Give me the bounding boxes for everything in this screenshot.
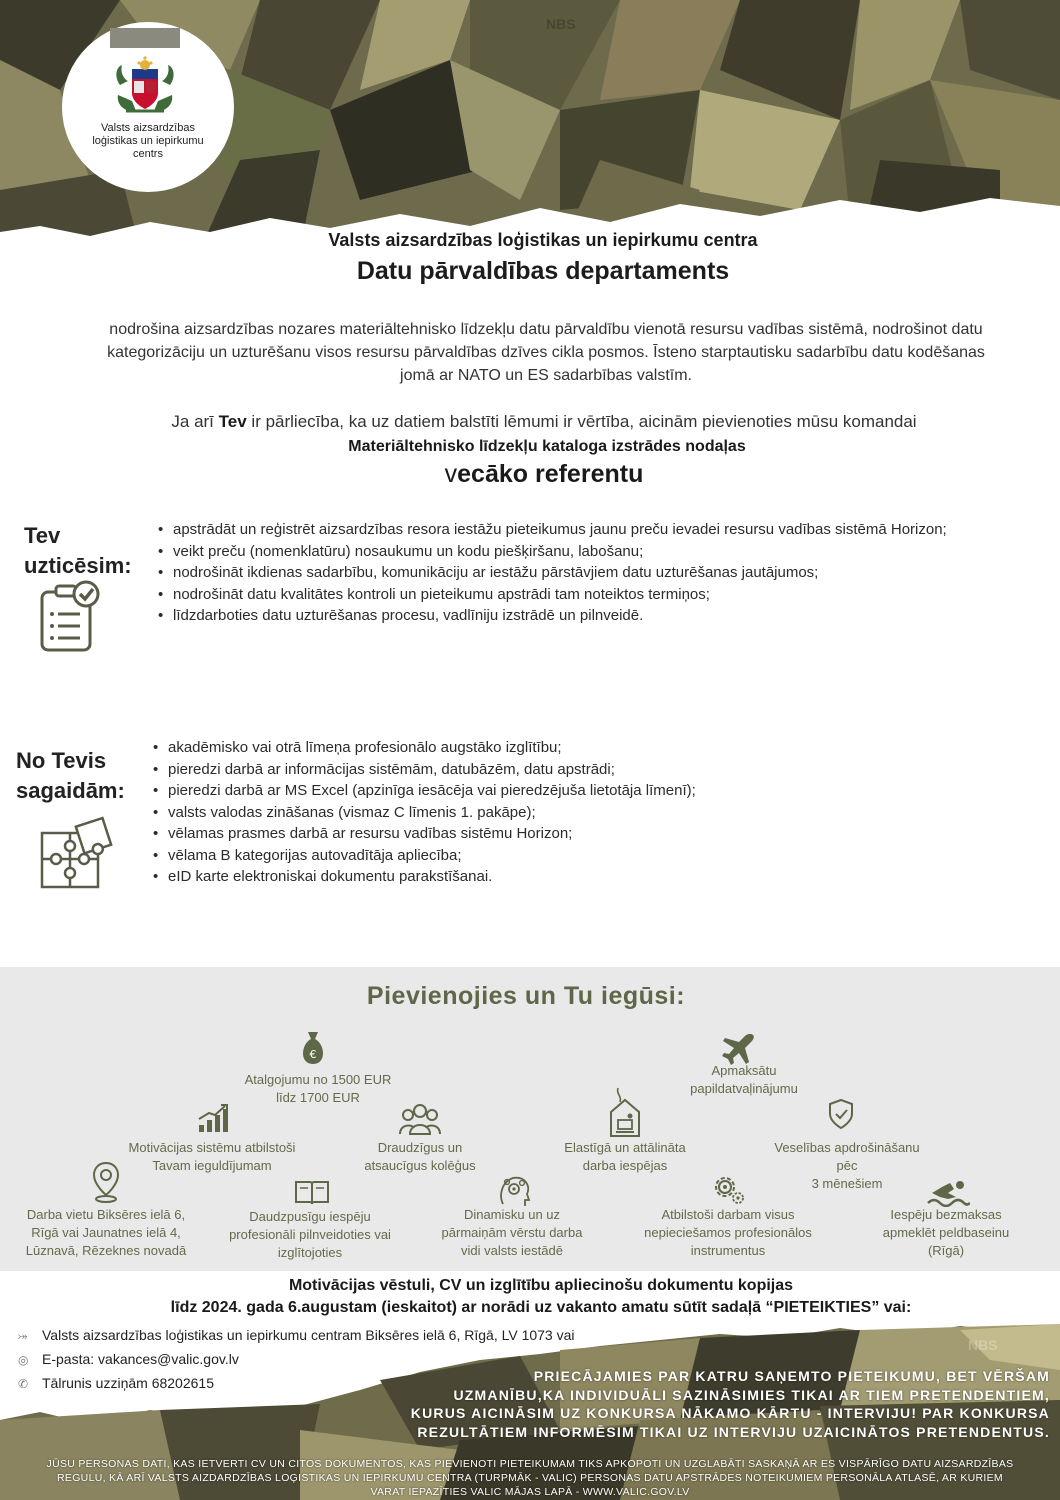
benefit-motivation: Motivācijas sistēmu atbilstoši Tavam ieguldījumam	[128, 1140, 296, 1173]
logo-text: Valsts aizsardzības loģistikas un iepirkumu centrs	[92, 122, 204, 160]
intro-paragraph: nodrošina aizsardzības nozares materiāltehnisko līdzekļu datu pārvaldību vienotā resursu vadības sistēmā, nodrošinot datu kategorizāciju un uzturēšanu visos resursu pārvaldības dzīves cikla posmos. Īsteno starptautisku sadarbību datu kodēšanas jomā ar NATO un ES sadarbības valstīm.	[107, 321, 985, 384]
benefit-colleagues: Draudzīgus un atsaucīgus kolēģus	[364, 1140, 476, 1173]
list-item: • nodrošināt datu kvalitātes kontroli un pieteikumu apstrādi tam noteiktos termiņos;	[158, 584, 998, 606]
list-item: • veikt preču (nomenklatūru) nosaukumu un kodu piešķiršanu, labošanu;	[158, 541, 998, 563]
benefit-health-insurance: Veselības apdrošināšanu pēc 3 mēnešiem	[774, 1140, 920, 1191]
svg-text:NBS: NBS	[968, 1337, 998, 1353]
contact-phone[interactable]: ✆ Tālrunis uzziņām 68202615	[18, 1375, 214, 1391]
applicant-notice: PRIECĀJAMIES PAR KATRU SAŅEMTO PIETEIKUMU, BET VĒRŠAM UZMANĪBU,KA INDIVIDUĀLI SAZINĀSIMIES TIKAI AR TIEM PRETENDENTIEM, KURUS AICINĀSIM UZ KONKURSA NĀKAMO KĀRTU - INTERVIJU! PAR KONKURSA REZULTĀTIEM INFORMĒSIM TIKAI UZ INTERVIJU UZAICINĀTOS PRETENDENTUS.	[410, 1368, 1050, 1440]
department-title: Datu pārvaldības departaments	[356, 257, 730, 285]
mail-arrow-icon: ⤖	[18, 1329, 28, 1343]
list-item: • apstrādāt un reģistrēt aizsardzības resora iestāžu pieteikumus jaunu preču ievadei resursu vadības sistēmā Horizon;	[158, 519, 998, 541]
benefit-extra-leave: Apmaksātu papildatvaļinājumu	[690, 1063, 798, 1096]
duties-list	[158, 519, 998, 627]
svg-text:€: €	[309, 1048, 317, 1061]
benefits-title: Pievienojies un Tu iegūsi:	[366, 982, 686, 1010]
nbs-watermark: NBS	[546, 16, 576, 32]
contact-postal: ⤖ Valsts aizsardzības loģistikas un iepirkumu centram Biksēres ielā 6, Rīgā, LV 1073 vai	[18, 1327, 575, 1343]
money-bag-icon	[297, 1030, 329, 1071]
division-name: Materiāltehnisko līdzekļu kataloga izstrādes nodaļas	[348, 438, 746, 455]
organization-title: Valsts aizsardzības loģistikas un iepirkumu centra	[328, 230, 758, 250]
at-sign-icon: ◎	[18, 1353, 29, 1367]
list-item: • eID karte elektroniskai dokumentu parakstīšanai.	[153, 866, 973, 888]
phone-icon: ✆	[18, 1377, 29, 1391]
latvian-coat-of-arms-icon	[112, 55, 178, 117]
benefit-swimming-pool: Iespēju bezmaksas apmeklēt peldbaseinu (Rīgā)	[882, 1207, 1010, 1258]
position-title: vecāko referentu	[444, 460, 644, 488]
invitation-line: Ja arī Tev ir pārliecība, ka uz datiem balstīti lēmumi ir vērtība, aicinām pievienoties mūsu komandai	[171, 412, 917, 431]
puzzle-icon	[40, 815, 116, 896]
shield-check-icon	[828, 1098, 854, 1135]
apply-instructions-line-2: līdz 2024. gada 6.augustam (ieskaitot) ar norādi uz vakanto amatu sūtīt sadaļā “PIETEIKTIES” vai:	[170, 1299, 912, 1316]
list-item: • pieredzi darbā ar informācijas sistēmām, datubāzēm, datu apstrādi;	[153, 759, 973, 781]
benefit-salary: Atalgojumu no 1500 EUR līdz 1700 EUR	[244, 1072, 392, 1105]
benefit-development: Daudzpusīgu iespēju profesionāli pilnveidoties vai izglītojoties	[229, 1209, 391, 1260]
location-pin-icon	[92, 1161, 120, 1208]
logo-tab	[110, 28, 180, 48]
clipboard-check-icon	[38, 580, 102, 659]
growth-chart-icon	[197, 1103, 229, 1138]
list-item: • nodrošināt ikdienas sadarbību, komunikāciju ar iestāžu pārstāvjiem datu uzturēšanas jautājumos;	[158, 562, 998, 584]
benefit-flexible-work: Elastīgā un attālināta darba iespējas	[564, 1140, 686, 1173]
list-item: • akadēmisko vai otrā līmeņa profesionālo augstāko izglītību;	[153, 737, 973, 759]
home-office-icon	[608, 1086, 642, 1143]
benefit-location: Darba vietu Biksēres ielā 6, Rīgā vai Jaunatnes ielā 4, Lūznavā, Rēzeknes novadā	[25, 1207, 187, 1258]
duties-heading: Tev uzticēsim:	[24, 523, 132, 578]
apply-instructions-line-1: Motivācijas vēstuli, CV un izglītību apliecinošu dokumentu kopijas	[288, 1277, 794, 1294]
requirements-heading: No Tevis sagaidām:	[16, 748, 125, 803]
privacy-statement: JŪSU PERSONAS DATI, KAS IETVERTI CV UN CITOS DOKUMENTOS, KAS PIEVIENOTI PIETEIKUMAM TIKS APKOPOTI UN UZGLABĀTI SASKAŅĀ AR ES VISPĀRĪGO DATU AIZSARDZĪBAS REGULU, KĀ ARĪ VALSTS AIZDARDZĪBAS LOĢISTIKAS UN IEPIRKUMU CENTRA (TURPMĀK - VALIC) PERSONAS DATU APSTRĀDES NOTEIKUMIEM PERSONĀLA ATLASĒ, AR KURIEM VARAT IEPAZĪTIES VALIC MĀJAS LAPĀ - WWW.VALIC.GOV.LV	[46, 1458, 1014, 1498]
list-item: • vēlamas prasmes darbā ar resursu vadības sistēmu Horizon;	[153, 823, 973, 845]
team-icon	[398, 1102, 442, 1141]
benefit-dynamic-environment: Dinamisku un uz pārmaiņām vērstu darba vidi valsts iestādē	[441, 1207, 583, 1258]
book-icon	[294, 1178, 330, 1211]
list-item: • līdzdarboties datu uzturēšanas procesu, vadlīniju izstrādē un pilnveidē.	[158, 605, 998, 627]
requirements-list	[153, 737, 973, 888]
list-item: • vēlama B kategorijas autovadītāja apliecība;	[153, 845, 973, 867]
benefit-tools: Atbilstoši darbam visus nepieciešamos profesionālos instrumentus	[644, 1207, 812, 1258]
contact-email[interactable]: ◎ E-pasta: vakances@valic.gov.lv	[18, 1351, 239, 1367]
list-item: • pieredzi darbā ar MS Excel (apzinīga iesācēja vai pieredzējuša lietotāja līmenī);	[153, 780, 973, 802]
list-item: • valsts valodas zināšanas (vismaz C līmenis 1. pakāpe);	[153, 802, 973, 824]
